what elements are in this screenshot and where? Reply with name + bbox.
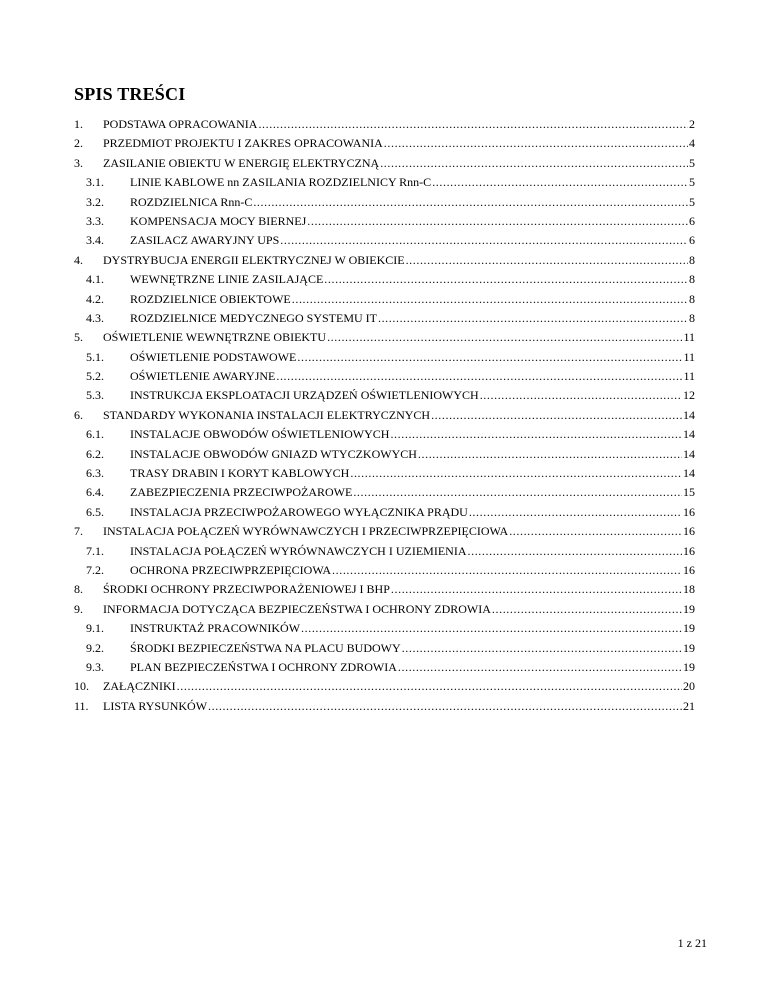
toc-entry-number: 8. [74,582,83,597]
toc-entry-title: ROZDZIELNICE OBIEKTOWE [130,291,291,306]
toc-entry-number: 3.1. [86,175,104,190]
toc-dot-leader [402,639,682,658]
toc-dot-leader [324,270,688,289]
toc-entry-title: INFORMACJA DOTYCZĄCA BEZPIECZEŃSTWA I OCHRONY ZDROWIA [103,601,491,616]
toc-dot-leader [258,115,688,134]
toc-entry-title: INSTALACJE OBWODÓW OŚWIETLENIOWYCH [130,427,390,442]
toc-entry-number: 7. [74,524,83,539]
toc-entry-page: 19 [683,601,695,616]
toc-dot-leader [177,677,682,696]
toc-entry-page: 11 [683,349,695,364]
toc-entry-title: PODSTAWA OPRACOWANIA [103,117,258,131]
toc-entry-title: ZASILACZ AWARYJNY UPS [130,233,280,248]
toc-dot-leader [378,309,688,328]
toc-entry[interactable] [74,697,695,716]
toc-entry[interactable] [74,406,695,425]
toc-entry-number: 11. [74,698,89,713]
toc-entry-page: 15 [683,485,695,500]
table-of-contents [74,115,695,716]
toc-dot-leader [431,406,682,425]
toc-entry[interactable] [74,425,695,444]
toc-entry-title: INSTALACJA POŁĄCZEŃ WYRÓWNAWCZYCH I UZIEMIENIA [130,543,467,558]
toc-entry-title: ZABEZPIECZENIA PRZECIWPOŻAROWE [130,485,353,500]
toc-dot-leader [327,328,682,347]
toc-dot-leader [384,134,688,153]
toc-entry-title: PRZEDMIOT PROJEKTU I ZAKRES OPRACOWANIA [103,136,383,151]
toc-entry-title: LISTA RYSUNKÓW [103,698,208,713]
toc-entry[interactable] [74,619,695,638]
toc-entry[interactable] [74,251,695,270]
toc-entry-page: 11 [683,330,695,345]
toc-dot-leader [432,173,688,192]
toc-entry-title: LINIE KABLOWE nn ZASILANIA ROZDZIELNICY Rnn-C [130,175,432,190]
toc-entry[interactable] [74,677,695,696]
toc-entry[interactable] [74,464,695,483]
toc-entry-page: 14 [683,427,695,442]
toc-entry[interactable] [74,542,695,561]
toc-entry-title: PLAN BEZPIECZEŃSTWA I OCHRONY ZDROWIA [130,659,397,674]
toc-dot-leader [469,503,682,522]
toc-entry-number: 4. [74,252,83,267]
toc-dot-leader [492,600,682,619]
toc-entry[interactable] [74,503,695,522]
toc-entry[interactable] [74,231,695,250]
toc-entry-title: ŚRODKI OCHRONY PRZECIWPORAŻENIOWEJ I BHP [103,582,390,597]
toc-entry[interactable] [74,115,695,134]
toc-entry-title: OCHRONA PRZECIWPRZEPIĘCIOWA [130,562,332,577]
toc-dot-leader [301,619,682,638]
toc-entry-page: 16 [683,562,695,577]
toc-entry-number: 6.3. [86,466,104,481]
toc-entry-number: 5. [74,330,83,345]
toc-entry-page: 14 [683,407,695,422]
toc-dot-leader [332,561,682,580]
toc-entry-number: 7.2. [86,562,104,577]
toc-entry[interactable] [74,173,695,192]
toc-entry-title: OŚWIETLENIE PODSTAWOWE [130,349,297,364]
toc-dot-leader [276,367,682,386]
toc-entry-number: 5.1. [86,349,104,364]
toc-entry-title: ROZDZIELNICE MEDYCZNEGO SYSTEMU IT [130,310,377,325]
toc-entry-page: 8 [689,310,695,325]
toc-entry-title: DYSTRYBUCJA ENERGII ELEKTRYCZNEJ W OBIEKCIE [103,252,405,267]
toc-dot-leader [297,348,682,367]
toc-entry-page: 8 [689,272,695,287]
toc-entry-page: 2 [689,117,695,131]
toc-entry-title: WEWNĘTRZNE LINIE ZASILAJĄCE [130,272,324,287]
toc-entry-title: ZAŁĄCZNIKI [103,679,176,694]
toc-entry-title: INSTALACJA POŁĄCZEŃ WYRÓWNAWCZYCH I PRZECIWPRZEPIĘCIOWA [103,524,509,539]
toc-entry-page: 8 [689,252,695,267]
toc-entry-page: 6 [689,213,695,228]
toc-dot-leader [468,542,683,561]
toc-entry[interactable] [74,522,695,541]
toc-entry-title: TRASY DRABIN I KORYT KABLOWYCH [130,466,350,481]
toc-entry[interactable] [74,193,695,212]
toc-entry-number: 9.1. [86,621,104,636]
toc-entry-number: 3.2. [86,194,104,209]
toc-entry-number: 6.5. [86,504,104,519]
toc-entry-number: 5.2. [86,369,104,384]
toc-entry-page: 14 [683,466,695,481]
toc-dot-leader [390,425,682,444]
toc-entry[interactable] [74,270,695,289]
toc-entry-title: OŚWIETLENIE WEWNĘTRZNE OBIEKTU [103,330,327,345]
toc-entry-page: 4 [689,136,695,151]
toc-entry[interactable] [74,445,695,464]
toc-entry-number: 3.3. [86,213,104,228]
toc-entry-page: 20 [683,679,695,694]
toc-entry-title: ROZDZIELNICA Rnn-C [130,194,253,209]
toc-entry-page: 5 [689,175,695,190]
toc-entry[interactable] [74,154,695,173]
toc-entry-number: 9.3. [86,659,104,674]
toc-dot-leader [391,580,682,599]
toc-dot-leader [480,386,682,405]
toc-entry[interactable] [74,658,695,677]
toc-dot-leader [350,464,682,483]
toc-entry-number: 6.4. [86,485,104,500]
toc-entry-page: 5 [689,155,695,170]
toc-entry-page: 19 [683,640,695,655]
toc-dot-leader [509,522,682,541]
toc-entry-page: 8 [689,291,695,306]
toc-entry-number: 1. [74,117,83,131]
toc-dot-leader [292,290,688,309]
toc-entry-number: 6.1. [86,427,104,442]
toc-dot-leader [307,212,688,231]
toc-entry-page: 19 [683,621,695,636]
toc-entry-page: 16 [683,504,695,519]
toc-entry-number: 6. [74,407,83,422]
toc-entry-page: 16 [683,543,695,558]
toc-dot-leader [280,231,688,250]
toc-entry-number: 10. [74,679,89,694]
toc-entry-number: 6.2. [86,446,104,461]
toc-entry[interactable] [74,212,695,231]
toc-dot-leader [406,251,688,270]
toc-entry[interactable] [74,290,695,309]
toc-entry[interactable] [74,328,695,347]
toc-dot-leader [398,658,682,677]
page-counter: 1 z 21 [677,936,707,950]
toc-entry-page: 6 [689,233,695,248]
toc-entry-title: INSTALACJE OBWODÓW GNIAZD WTYCZKOWYCH [130,446,417,461]
toc-entry-title: INSTRUKTAŻ PRACOWNIKÓW [130,621,301,636]
toc-entry[interactable] [74,600,695,619]
toc-entry[interactable] [74,580,695,599]
toc-heading: SPIS TREŚCI [74,84,186,104]
toc-entry[interactable] [74,309,695,328]
toc-dot-leader [208,697,682,716]
toc-entry-title: INSTRUKCJA EKSPLOATACJI URZĄDZEŃ OŚWIETLENIOWYCH [130,388,479,403]
toc-dot-leader [353,483,682,502]
toc-entry-number: 4.3. [86,310,104,325]
toc-entry-title: OŚWIETLENIE AWARYJNE [130,369,276,384]
toc-entry-number: 4.2. [86,291,104,306]
toc-entry[interactable] [74,483,695,502]
toc-entry[interactable] [74,639,695,658]
toc-dot-leader [253,193,688,212]
toc-entry-page: 14 [683,446,695,461]
toc-entry[interactable] [74,561,695,580]
toc-entry-page: 11 [683,369,695,384]
toc-entry[interactable] [74,134,695,153]
toc-entry[interactable] [74,348,695,367]
toc-entry[interactable] [74,367,695,386]
toc-entry-number: 3.4. [86,233,104,248]
toc-entry-title: KOMPENSACJA MOCY BIERNEJ [130,213,307,228]
toc-entry-page: 21 [683,698,695,713]
toc-entry[interactable] [74,386,695,405]
toc-entry-title: ŚRODKI BEZPIECZEŃSTWA NA PLACU BUDOWY [130,640,401,655]
toc-dot-leader [418,445,682,464]
toc-entry-number: 9.2. [86,640,104,655]
toc-entry-number: 3. [74,155,83,170]
toc-entry-number: 7.1. [86,543,104,558]
toc-dot-leader [380,154,688,173]
toc-entry-number: 9. [74,601,83,616]
toc-entry-page: 16 [683,524,695,539]
toc-entry-page: 18 [683,582,695,597]
toc-entry-number: 2. [74,136,83,151]
toc-entry-title: INSTALACJA PRZECIWPOŻAROWEGO WYŁĄCZNIKA PRĄDU [130,504,468,519]
toc-entry-number: 5.3. [86,388,104,403]
toc-entry-number: 4.1. [86,272,104,287]
toc-entry-page: 19 [683,659,695,674]
toc-entry-title: ZASILANIE OBIEKTU W ENERGIĘ ELEKTRYCZNĄ [103,155,380,170]
toc-entry-title: STANDARDY WYKONANIA INSTALACJI ELEKTRYCZNYCH [103,407,431,422]
toc-entry-page: 5 [689,194,695,209]
toc-entry-page: 12 [683,388,695,403]
